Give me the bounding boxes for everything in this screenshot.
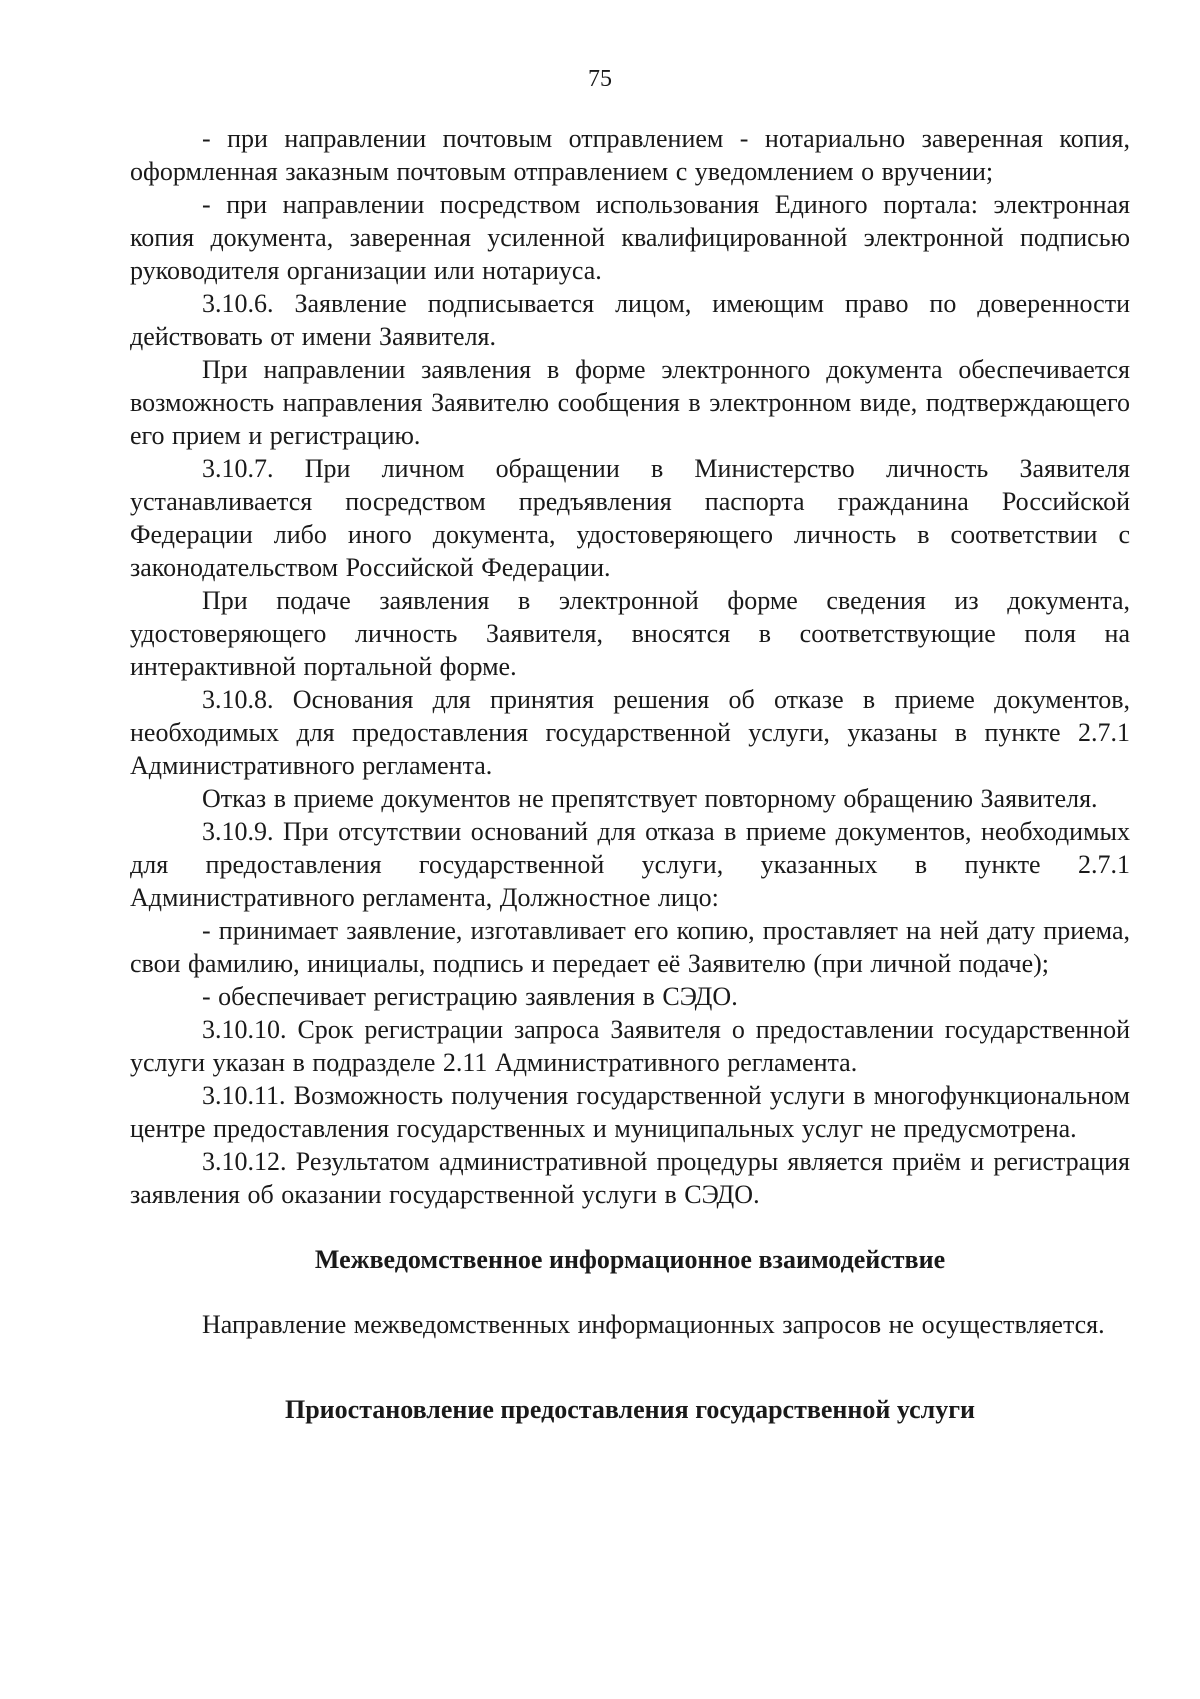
paragraph-portal: - при направлении посредством использования Единого портала: электронная копия документа, заверенная усиленной квалифицированной электронной подписью руководителя организации или нотариуса. — [130, 190, 1130, 285]
page-number: 75 — [588, 66, 612, 92]
paragraph-3-10-7: 3.10.7. При личном обращении в Министерство личность Заявителя устанавливается посредством предъявления паспорта гражданина Российской Федерации либо иного документа, удостоверяющего личность в соответствии с законодательством Российской Федерации. — [130, 454, 1130, 582]
paragraph-3-10-6: 3.10.6. Заявление подписывается лицом, имеющим право по доверенности действовать от имени Заявителя. — [130, 289, 1130, 351]
section-heading-interagency: Межведомственное информационное взаимодействие — [314, 1245, 946, 1274]
paragraph-interagency: Направление межведомственных информационных запросов не осуществляется. — [202, 1310, 1105, 1339]
paragraph-registers: - обеспечивает регистрацию заявления в СЭДО. — [202, 982, 738, 1011]
paragraph-3-10-9: 3.10.9. При отсутствии оснований для отказа в приеме документов, необходимых для предоставления государственной услуги, указанных в пункте 2.7.1 Административного регламента, Должностное лицо: — [130, 817, 1130, 912]
document-body — [130, 122, 1130, 1426]
paragraph-electronic-identity: При подаче заявления в электронной форме сведения из документа, удостоверяющего личность Заявителя, вносятся в соответствующие поля на интерактивной портальной форме. — [130, 586, 1130, 681]
paragraph-3-10-10: 3.10.10. Срок регистрации запроса Заявителя о предоставлении государственной услуги указан в подразделе 2.11 Административного регламента. — [130, 1015, 1130, 1077]
paragraph-3-10-11: 3.10.11. Возможность получения государственной услуги в многофункциональном центре предоставления государственных и муниципальных услуг не предусмотрена. — [130, 1081, 1130, 1143]
paragraph-postal: - при направлении почтовым отправлением - нотариально заверенная копия, оформленная заказным почтовым отправлением с уведомлением о вручении; — [130, 124, 1130, 186]
paragraph-accepts: - принимает заявление, изготавливает его копию, проставляет на ней дату приема, свои фамилию, инициалы, подпись и передает её Заявителю (при личной подаче); — [130, 916, 1130, 978]
paragraph-refusal: Отказ в приеме документов не препятствует повторному обращению Заявителя. — [202, 784, 1098, 813]
paragraph-3-10-8: 3.10.8. Основания для принятия решения об отказе в приеме документов, необходимых для предоставления государственной услуги, указаны в пункте 2.7.1 Административного регламента. — [130, 685, 1130, 780]
section-heading-suspension: Приостановление предоставления государственной услуги — [284, 1395, 975, 1424]
paragraph-3-10-12: 3.10.12. Результатом административной процедуры является приём и регистрация заявления об оказании государственной услуги в СЭДО. — [130, 1147, 1130, 1209]
paragraph-electronic-notice: При направлении заявления в форме электронного документа обеспечивается возможность направления Заявителю сообщения в электронном виде, подтверждающего его прием и регистрацию. — [130, 355, 1130, 450]
